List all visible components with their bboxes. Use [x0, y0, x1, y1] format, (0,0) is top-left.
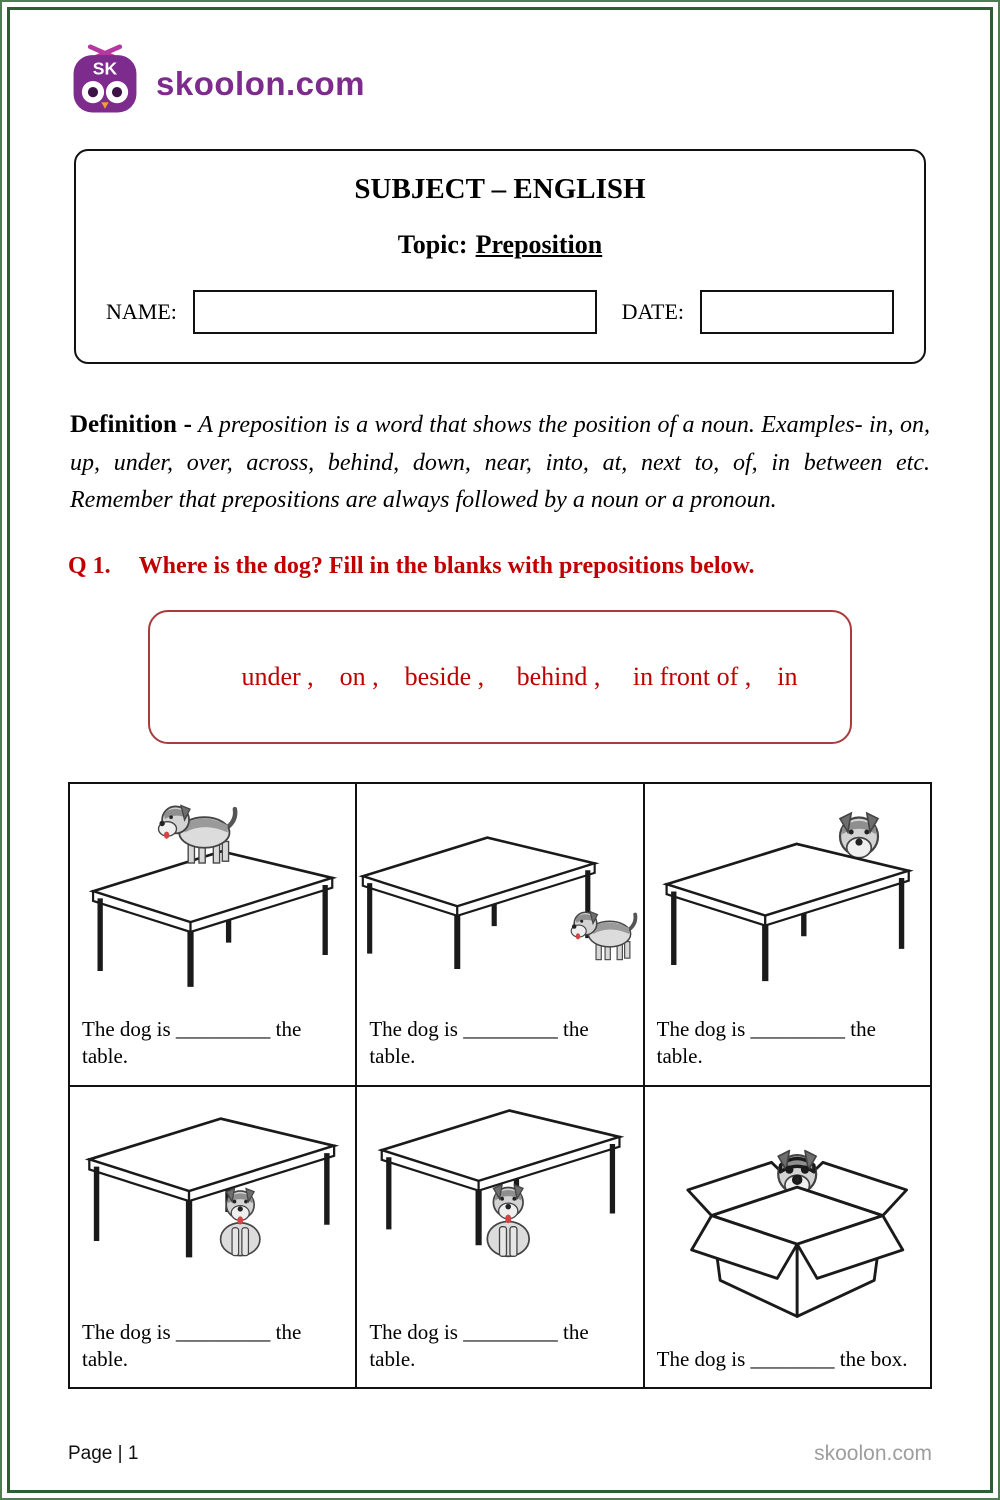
exercise-cell-in-box	[644, 1086, 931, 1389]
logo-monogram: SK	[92, 58, 118, 79]
definition-text: A preposition is a word that shows the position of a noun. Examples- in, on, up, under, over, across, behind, down, near, into, at, next to, of, in between etc. Remember that prepositions are always followed by a noun or a pronoun.	[70, 412, 930, 513]
skoolon-owl-logo-icon	[68, 44, 142, 123]
brand-header	[68, 44, 932, 123]
question-prompt: Where is the dog? Fill in the blanks with prepositions below.	[138, 553, 755, 580]
exercise-cell-in-front	[356, 1086, 643, 1389]
fill-in-sentence: The dog is _________ the table.	[369, 1319, 589, 1372]
dog-beside-table-illustration	[357, 784, 642, 1012]
grid-row-1	[69, 783, 931, 1086]
exercise-cell-on	[69, 783, 356, 1086]
topic-value: Preposition	[475, 230, 603, 259]
exercise-cell-behind	[644, 783, 931, 1086]
definition-label: Definition -	[70, 411, 192, 438]
exercise-cell-under	[69, 1086, 356, 1389]
subject-title: SUBJECT – ENGLISH	[354, 173, 646, 205]
exercise-grid	[68, 782, 932, 1389]
fill-in-sentence: The dog is _________ the table.	[369, 1017, 589, 1069]
worksheet-title-box	[74, 149, 926, 364]
dog-in-box-illustration	[645, 1114, 930, 1342]
dog-behind-table-illustration	[645, 784, 930, 1012]
dog-in-front-of-table-illustration	[357, 1087, 642, 1315]
worksheet-inner-frame	[7, 7, 993, 1493]
topic-label: Topic:	[397, 230, 468, 259]
question-number: Q 1.	[68, 553, 111, 580]
word-bank-words: under , on , beside , behind , in front of , in	[241, 662, 798, 692]
dog-on-table-illustration	[70, 784, 355, 1012]
name-input[interactable]	[193, 290, 597, 334]
watermark-brand: skoolon.com	[814, 1442, 932, 1465]
exercise-cell-beside	[356, 783, 643, 1086]
topic-line	[106, 230, 894, 260]
fill-in-sentence: The dog is _________ the table.	[82, 1017, 302, 1069]
date-label: DATE:	[621, 299, 684, 324]
fill-in-sentence: The dog is _________ the table.	[82, 1319, 302, 1372]
fill-in-sentence: The dog is ________ the box.	[656, 1347, 908, 1372]
name-label: NAME:	[106, 299, 177, 324]
question-heading	[68, 553, 932, 580]
brand-name: skoolon.com	[156, 64, 366, 102]
grid-row-2	[69, 1086, 931, 1389]
page-number: Page | 1	[68, 1443, 139, 1464]
name-date-row	[106, 290, 894, 334]
definition-paragraph	[70, 406, 930, 519]
dog-under-table-illustration	[70, 1087, 355, 1315]
fill-in-sentence: The dog is _________ the table.	[656, 1017, 876, 1069]
page-footer	[68, 1412, 932, 1466]
word-bank-box	[148, 610, 852, 744]
date-input[interactable]	[700, 290, 894, 334]
